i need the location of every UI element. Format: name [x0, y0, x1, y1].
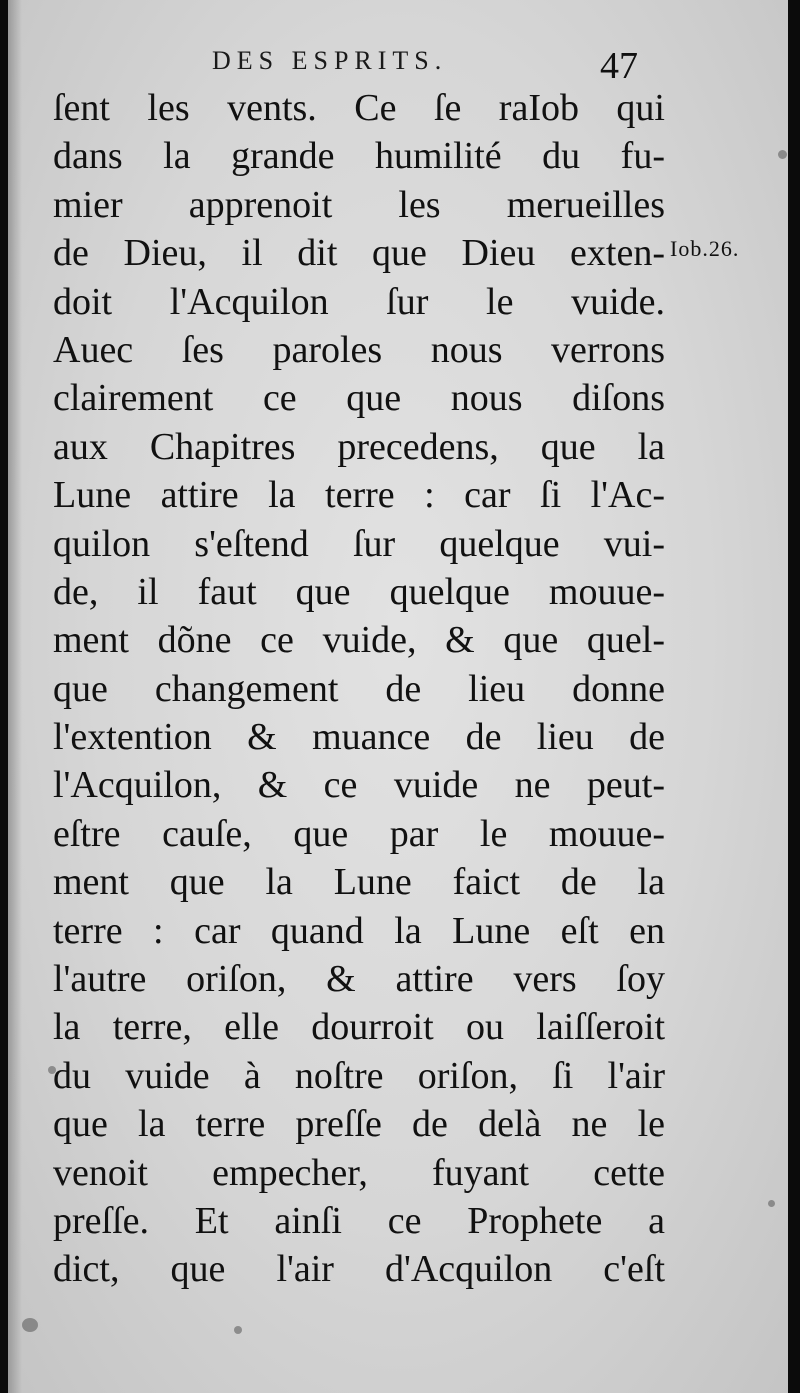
text-line: preſſe. Et ainſi ce Prophete a: [53, 1199, 665, 1242]
text-line: ment dõne ce vuide, & que quel-: [53, 619, 665, 662]
text-line: Lune attire la terre : car ſi l'Ac-: [53, 474, 665, 517]
page-edge: [788, 0, 794, 1393]
text-line: dict, que l'air d'Acquilon c'eſt: [53, 1248, 665, 1291]
text-line: la terre, elle dourroit ou laiſſeroit: [53, 1006, 665, 1049]
text-line: Auec ſes paroles nous verrons: [53, 328, 665, 371]
text-line: mier apprenoit les merueilles: [53, 183, 665, 226]
text-line: de, il faut que quelque mouue-: [53, 570, 665, 613]
text-line: eſtre cauſe, que par le mouue-: [53, 812, 665, 855]
ink-speck: [778, 150, 787, 159]
text-line: terre : car quand la Lune eſt en: [53, 909, 665, 952]
page-number: 47: [600, 45, 638, 87]
text-line: quilon s'eſtend ſur quelque vui-: [53, 522, 665, 565]
text-line: doit l'Acquilon ſur le vuide.: [53, 280, 665, 323]
book-page: [8, 0, 794, 1393]
text-line: l'autre oriſon, & attire vers ſoy: [53, 958, 665, 1001]
text-line: ſent les vents. Ce ſe raIob qui: [53, 87, 665, 129]
text-line: que la terre preſſe de delà ne le: [53, 1103, 665, 1146]
margin-note: Iob.26.: [670, 236, 740, 261]
text-line: de Dieu, il dit que Dieu exten-: [53, 232, 665, 275]
text-line: aux Chapitres precedens, que la: [53, 425, 665, 468]
ink-speck: [234, 1326, 242, 1334]
text-line: venoit empecher, fuyant cette: [53, 1151, 665, 1194]
ink-speck: [22, 1318, 38, 1332]
text-line: clairement ce que nous diſons: [53, 377, 665, 420]
running-head: DES ESPRITS.: [212, 46, 448, 75]
text-line: l'extention & muance de lieu de: [53, 716, 665, 759]
text-line: dans la grande humilité du fu-: [53, 135, 665, 178]
text-line: ment que la Lune faict de la: [53, 861, 665, 904]
spine-shadow: [8, 0, 22, 1393]
body-text: [53, 84, 665, 1294]
text-line: l'Acquilon, & ce vuide ne peut-: [53, 764, 665, 807]
text-line: que changement de lieu donne: [53, 667, 665, 710]
text-line: du vuide à noſtre oriſon, ſi l'air: [53, 1054, 665, 1097]
ink-speck: [768, 1200, 775, 1207]
